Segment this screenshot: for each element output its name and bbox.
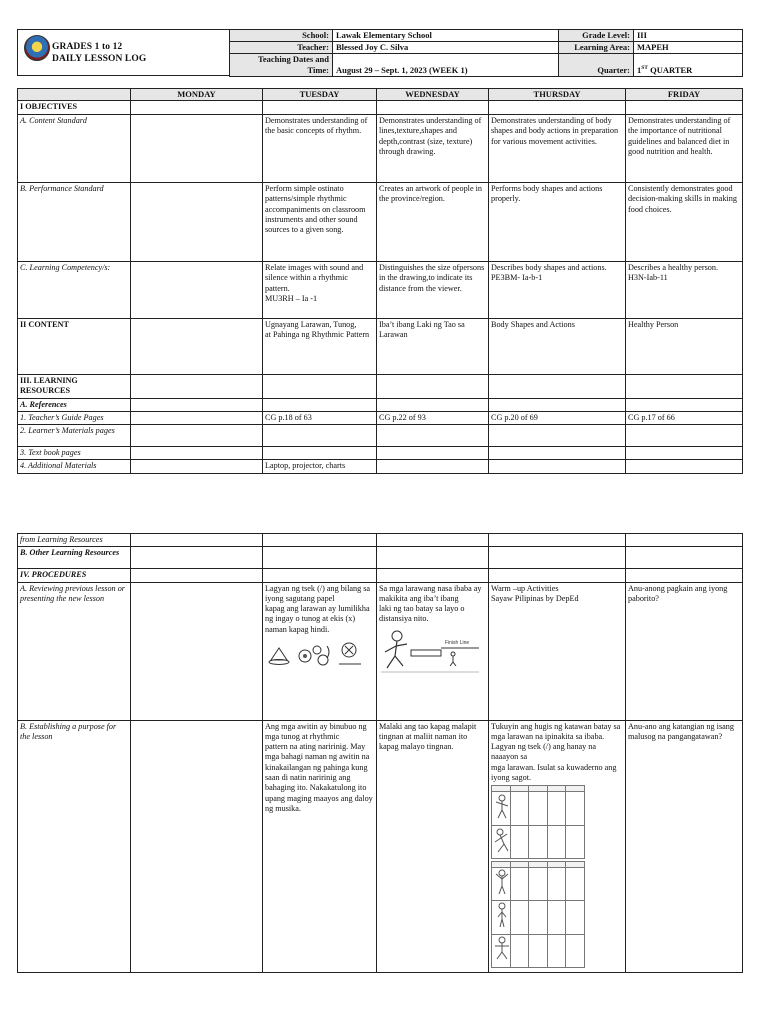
table-row [18, 534, 743, 547]
teacher-value: Blessed Joy C. Silva [333, 42, 559, 54]
performance-standard-label: B. Performance Standard [18, 183, 131, 262]
performance-standard-thursday: Performs body shapes and actions properly. [489, 183, 626, 262]
body-shape-figure-icon [492, 868, 512, 896]
day-monday: MONDAY [131, 89, 263, 101]
reviewing-friday: Anu-anong pagkain ang iyong paborito? [626, 582, 743, 720]
objectives-heading: I OBJECTIVES [18, 101, 131, 115]
day-header-row [18, 89, 743, 101]
body-shape-figure-icon [492, 901, 512, 929]
header-info-table [229, 29, 743, 77]
reviewing-wednesday [377, 582, 489, 720]
additional-materials-label: 4. Additional Materials [18, 460, 131, 473]
learning-area-label: Learning Area: [559, 42, 634, 54]
lesson-plan-table-part2 [17, 533, 743, 973]
header-title-box [17, 29, 229, 76]
teaching-dates-value: August 29 – Sept. 1, 2023 (WEEK 1) [333, 54, 559, 77]
day-thursday: THURSDAY [489, 89, 626, 101]
purpose-label: B. Establishing a purpose for the lesson [18, 720, 131, 972]
textbook-label: 3. Text book pages [18, 447, 131, 460]
finish-line-label: Finish Line [445, 639, 470, 646]
learners-materials-label: 2. Learner’s Materials pages [18, 425, 131, 447]
quarter-value: 1ST QUARTER [634, 54, 743, 77]
learning-competency-label: C. Learning Competency/s: [18, 262, 131, 319]
body-shapes-checklist-1 [491, 785, 585, 859]
other-resources-label: B. Other Learning Resources [18, 547, 131, 569]
content-heading: II CONTENT [18, 319, 131, 375]
deped-seal-logo [24, 35, 50, 61]
school-value: Lawak Elementary School [333, 30, 559, 42]
reviewing-thursday: Warm –up Activities Sayaw Pilipinas by DepEd [489, 582, 626, 720]
table-row [18, 582, 743, 720]
learning-area-value: MAPEH [634, 42, 743, 54]
tg-wednesday: CG p.22 of 93 [377, 411, 489, 424]
additional-monday [131, 460, 263, 473]
teaching-dates-label: Teaching Dates and Time: [230, 54, 333, 77]
body-shape-figure-icon [492, 935, 512, 963]
table-row [18, 319, 743, 375]
grade-level-value: III [634, 30, 743, 42]
procedures-heading: IV. PROCEDURES [18, 569, 131, 582]
content-standard-thursday: Demonstrates understanding of body shapes and body actions in preparation for various movement activities. [489, 115, 626, 183]
purpose-thursday [489, 720, 626, 972]
table-row [18, 398, 743, 411]
teacher-label: Teacher: [230, 42, 333, 54]
learning-competency-monday [131, 262, 263, 319]
lesson-log-header [17, 29, 742, 76]
table-row [18, 425, 743, 447]
reviewing-label: A. Reviewing previous lesson or presenting the new lesson [18, 582, 131, 720]
day-wednesday: WEDNESDAY [377, 89, 489, 101]
performance-standard-wednesday: Creates an artwork of people in the province/region. [377, 183, 489, 262]
performance-standard-friday: Consistently demonstrates good decision-making skills in making food choices. [626, 183, 743, 262]
runners-distance-illustration [379, 628, 483, 676]
quarter-label: Quarter: [559, 54, 634, 77]
purpose-friday: Anu-ano ang katangian ng isang malusog na pangangatawan? [626, 720, 743, 972]
tg-monday [131, 411, 263, 424]
day-friday: FRIDAY [626, 89, 743, 101]
table-row [18, 547, 743, 569]
additional-tuesday: Laptop, projector, charts [263, 460, 377, 473]
content-standard-monday [131, 115, 263, 183]
content-wednesday: Iba’t ibang Laki ng Tao sa Larawan [377, 319, 489, 375]
learning-competency-wednesday: Distinguishes the size ofpersons in the drawing,to indicate its distance from the viewer. [377, 262, 489, 319]
content-standard-tuesday: Demonstrates understanding of the basic concepts of rhythm. [263, 115, 377, 183]
grade-level-label: Grade Level: [559, 30, 634, 42]
lesson-plan-table-part1 [17, 88, 743, 474]
body-shape-figure-icon [492, 826, 512, 854]
reviewing-tuesday-text: Lagyan ng tsek (/) ang bilang sa iyong sagutang papel kapag ang larawan ay lumilikha ng ingay o tunog at ekis (x) naman kapag hindi. [265, 583, 371, 634]
table-row [18, 460, 743, 473]
table-row [18, 447, 743, 460]
learning-competency-thursday: Describes body shapes and actions. PE3BM- Ia-b-1 [489, 262, 626, 319]
tg-thursday: CG p.20 of 69 [489, 411, 626, 424]
purpose-thursday-text: Tukuyin ang hugis ng katawan batay sa mga larawan na ipinakita sa ibaba. Lagyan ng tsek (/) ang hanay na naaayon sa mga larawan. Isulat sa kuwaderno ang iyong sagot. [491, 721, 621, 783]
blank-header-cell [18, 89, 131, 101]
table-row [18, 375, 743, 399]
reviewing-wednesday-text: Sa mga larawang nasa ibaba ay makikita ang iba’t ibang laki ng tao batay sa layo o distansiya nito. [379, 583, 482, 624]
table-row [18, 569, 743, 582]
day-tuesday: TUESDAY [263, 89, 377, 101]
reviewing-tuesday [263, 582, 377, 720]
school-label: School: [230, 30, 333, 42]
body-shapes-checklist-2 [491, 861, 585, 968]
tg-friday: CG p.17 of 66 [626, 411, 743, 424]
purpose-tuesday: Ang mga awitin ay binubuo ng mga tunog at rhythmic pattern na ating naririnig. May mga bahagi naman ng awitin na kinakailangan ng pahinga kung saan di natin naririnig ang bahaging ito. Nakakatulong ito upang maging maayos ang daloy ng musika. [263, 720, 377, 972]
references-label: A. References [18, 398, 131, 411]
learning-resources-heading: III. LEARNING RESOURCES [18, 375, 131, 399]
additional-materials-cont-label: from Learning Resources [18, 534, 131, 547]
tg-tuesday: CG p.18 of 63 [263, 411, 377, 424]
purpose-monday [131, 720, 263, 972]
header-title-dll: DAILY LESSON LOG [52, 54, 147, 64]
purpose-wednesday: Malaki ang tao kapag malapit tingnan at maliit naman ito kapag malayo tingnan. [377, 720, 489, 972]
content-friday: Healthy Person [626, 319, 743, 375]
content-tuesday: Ugnayang Larawan, Tunog, at Pahinga ng Rhythmic Pattern [263, 319, 377, 375]
table-row [18, 115, 743, 183]
sound-objects-illustration [265, 638, 365, 670]
content-standard-wednesday: Demonstrates understanding of lines,texture,shapes and depth,contrast (size, texture) through drawing. [377, 115, 489, 183]
content-standard-label: A. Content Standard [18, 115, 131, 183]
reviewing-monday [131, 582, 263, 720]
content-standard-friday: Demonstrates understanding of the importance of nutritional guidelines and balanced diet in good nutrition and health. [626, 115, 743, 183]
learning-competency-tuesday: Relate images with sound and silence within a rhythmic pattern. MU3RH – Ia -1 [263, 262, 377, 319]
table-row [18, 183, 743, 262]
performance-standard-monday [131, 183, 263, 262]
learning-competency-friday: Describes a healthy person. H3N-Iab-11 [626, 262, 743, 319]
performance-standard-tuesday: Perform simple ostinato patterns/simple rhythmic accompaniments on classroom instruments and other sound sources to a given song. [263, 183, 377, 262]
body-shape-figure-icon [492, 792, 512, 820]
table-row [18, 720, 743, 972]
content-thursday: Body Shapes and Actions [489, 319, 626, 375]
teachers-guide-label: 1. Teacher’s Guide Pages [18, 411, 131, 424]
table-row [18, 411, 743, 424]
table-row [18, 262, 743, 319]
objectives-heading-row [18, 101, 743, 115]
header-title-grades: GRADES 1 to 12 [52, 42, 123, 52]
content-monday [131, 319, 263, 375]
